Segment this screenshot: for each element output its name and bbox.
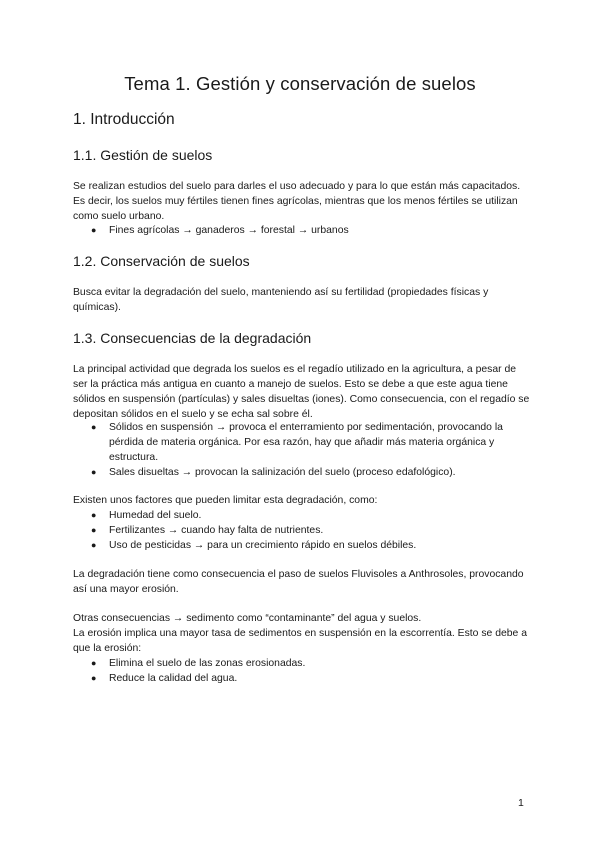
- bullet-icon: ●: [91, 510, 97, 520]
- paragraph-conservacion: Busca evitar la degradación del suelo, manteniendo así su fertilidad (propiedades físicas y químicas).: [73, 287, 489, 313]
- list-factores: [91, 508, 531, 553]
- paragraph-consecuencias-1: La principal actividad que degrada los suelos es el regadío utilizado en la agricultura, a pesar de ser la práctica más antigua en cuanto a manejo de suelos. Esto se debe a que este agua tiene sólidos en suspensión (partículas) y sales disueltas (iones). Como consecuencia, con el regadío se depositan sólidos en el suelo y se echa sal sobre él.: [73, 364, 530, 420]
- list-erosion: [91, 656, 531, 686]
- list-item: ● Humedad del suelo.: [91, 510, 202, 521]
- heading-gestion-suelos: 1.1. Gestión de suelos: [73, 147, 213, 163]
- list-gestion: [91, 223, 531, 238]
- bullet-icon: ●: [91, 525, 97, 535]
- bullet-icon: ●: [91, 467, 97, 477]
- bullet-icon: ●: [91, 540, 97, 550]
- bullet-icon: ●: [91, 225, 97, 235]
- list-item: ● Fertilizantes → cuando hay falta de nutrientes.: [91, 525, 324, 536]
- heading-introduccion: 1. Introducción: [73, 111, 175, 128]
- bullet-icon: ●: [91, 673, 97, 683]
- list-item: ● Sales disueltas → provocan la salinización del suelo (proceso edafológico).: [91, 467, 456, 478]
- bullet-icon: ●: [91, 422, 97, 432]
- list-consecuencias-1: [91, 420, 521, 480]
- list-item: ● Elimina el suelo de las zonas erosionadas.: [91, 658, 306, 669]
- paragraph-consecuencias-4b: La erosión implica una mayor tasa de sedimentos en suspensión en la escorrentía. Esto se debe a que la erosión:: [73, 628, 527, 654]
- page-number: 1: [518, 797, 524, 809]
- document-title: Tema 1. Gestión y conservación de suelos: [124, 73, 476, 94]
- heading-consecuencias-degradacion: 1.3. Consecuencias de la degradación: [73, 330, 312, 346]
- paragraph-consecuencias-2: Existen unos factores que pueden limitar esta degradación, como:: [73, 495, 378, 506]
- paragraph-consecuencias-3: La degradación tiene como consecuencia el paso de suelos Fluvisoles a Anthrosoles, provocando así una mayor erosión.: [73, 569, 524, 595]
- list-item: ● Sólidos en suspensión → provoca el enterramiento por sedimentación, provocando la pérdida de materia orgánica. Por esa razón, hay que añadir más materia orgánica y estructura.: [91, 422, 503, 463]
- list-item: ● Fines agrícolas → ganaderos → forestal → urbanos: [91, 225, 349, 236]
- list-item: ● Reduce la calidad del agua.: [91, 673, 238, 684]
- bullet-icon: ●: [91, 658, 97, 668]
- heading-conservacion-suelos: 1.2. Conservación de suelos: [73, 253, 250, 269]
- paragraph-consecuencias-4a: Otras consecuencias → sedimento como “contaminante” del agua y suelos.: [73, 613, 422, 624]
- paragraph-gestion: Se realizan estudios del suelo para darles el uso adecuado y para lo que están más capacitados. Es decir, los suelos muy fértiles tienen fines agrícolas, mientras que los menos fértiles se utilizan como suelo urbano.: [73, 181, 521, 222]
- list-item: ● Uso de pesticidas → para un crecimiento rápido en suelos débiles.: [91, 540, 417, 551]
